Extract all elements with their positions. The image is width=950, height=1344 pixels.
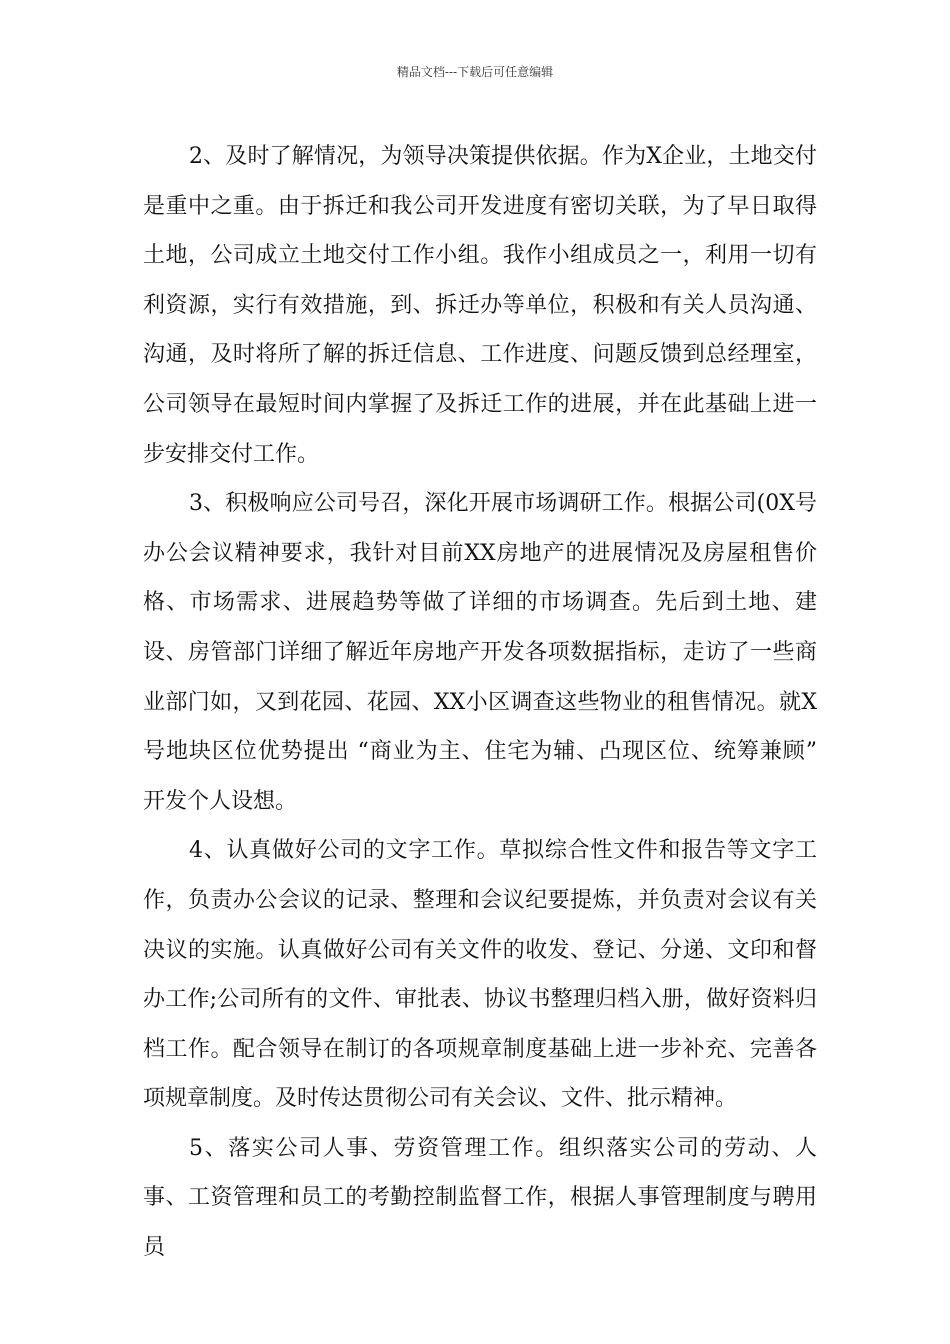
document-body: [143, 132, 817, 1273]
paragraph-4: 4、认真做好公司的文字工作。草拟综合性文件和报告等文字工作，负责办公会议的记录、整理和会议纪要提炼，并负责对会议有关决议的实施。认真做好公司有关文件的收发、登记、分递、文印和督办工作;公司所有的文件、审批表、协议书整理归档入册，做好资料归档工作。配合领导在制订的各项规章制度基础上进一步补充、完善各项规章制度。及时传达贯彻公司有关会议、文件、批示精神。: [143, 838, 817, 1112]
paragraph-2: 2、及时了解情况，为领导决策提供依据。作为X企业，土地交付是重中之重。由于拆迁和我公司开发进度有密切关联，为了早日取得土地，公司成立土地交付工作小组。我作小组成员之一，利用一切有利资源，实行有效措施，到、拆迁办等单位，积极和有关人员沟通、沟通，及时将所了解的拆迁信息、工作进度、问题反馈到总经理室，公司领导在最短时间内掌握了及拆迁工作的进展，并在此基础上进一步安排交付工作。: [143, 144, 817, 467]
paragraph-5: 5、落实公司人事、劳资管理工作。组织落实公司的劳动、人事、工资管理和员工的考勤控制监督工作，根据人事管理制度与聘用员: [143, 1135, 817, 1261]
page-header: 精品文档---下载后可任意编辑: [396, 65, 554, 79]
paragraph-3: 3、积极响应公司号召，深化开展市场调研工作。根据公司(0X号办公会议精神要求，我针对目前XX房地产的进展情况及房屋租售价格、市场需求、进展趋势等做了详细的市场调查。先后到土地、建设、房管部门详细了解近年房地产开发各项数据指标，走访了一些商业部门如，又到花园、花园、XX小区调查这些物业的租售情况。就X号地块区位优势提出 “商业为主、住宅为辅、凸现区位、统筹兼顾” 开发个人设想。: [143, 491, 817, 814]
